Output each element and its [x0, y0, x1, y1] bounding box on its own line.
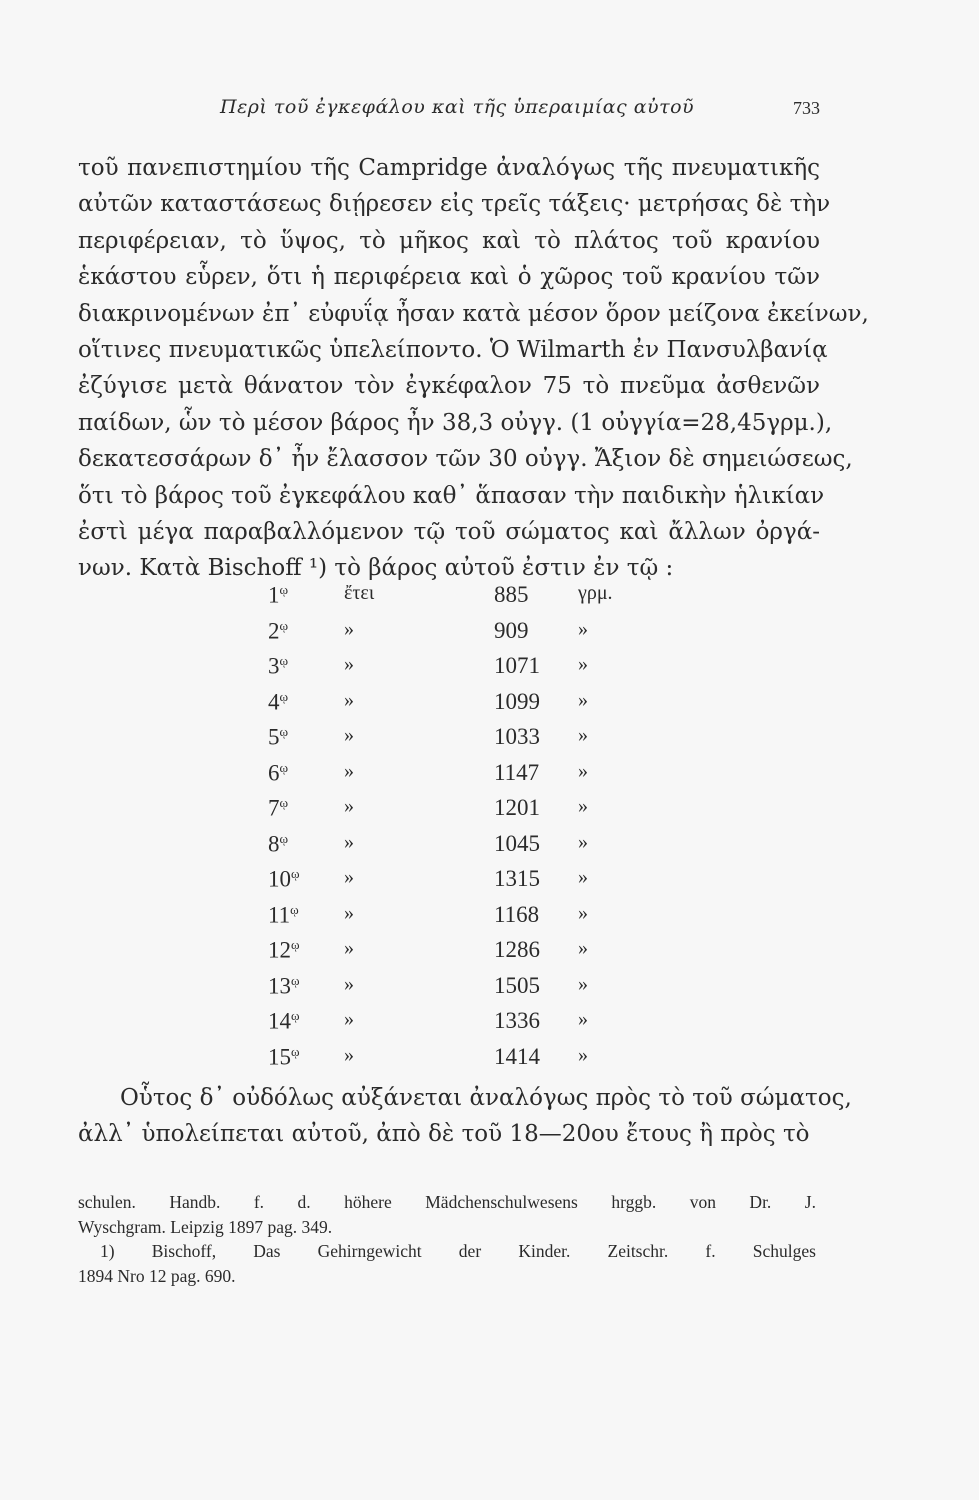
weight-value: 1201: [494, 795, 540, 820]
text-line: νων. Κατὰ Bischoff ¹) τὸ βάρος αὐτοῦ ἐστιν ἐν τῷ :: [78, 555, 674, 582]
text-line: ἐστὶ μέγα παραβαλλόμενον τῷ τοῦ σώματος καὶ ἄλλων ὀργά-: [78, 518, 820, 545]
age-number: 13: [268, 973, 291, 999]
text-line: Οὗτος δ᾽ οὐδόλως αὐξάνεται ἀναλόγως πρὸς τὸ τοῦ σώματος,: [120, 1085, 852, 1111]
weight-value: 1168: [494, 901, 540, 927]
ditto-mark: »: [344, 901, 354, 924]
age-suffix: ῳ: [279, 830, 289, 846]
ditto-mark: »: [344, 972, 354, 995]
weight-unit: »: [578, 1008, 588, 1030]
weight-unit: »: [578, 688, 588, 711]
age-suffix: ῳ: [279, 617, 289, 633]
ditto-mark: »: [344, 653, 354, 675]
age-cell: [268, 866, 328, 893]
age-suffix: ῳ: [291, 866, 300, 881]
table-row: [268, 618, 628, 654]
weight-value: 1099: [494, 688, 540, 714]
ditto-mark: »: [344, 688, 354, 711]
table-row: [268, 689, 628, 725]
age-suffix: ῳ: [291, 1043, 300, 1059]
text-line: ὅτι τὸ βάρος τοῦ ἐγκεφάλου καθ᾽ ἅπασαν τὴν παιδικὴν ἡλικίαν: [78, 482, 825, 509]
age-number: 1: [268, 582, 280, 608]
weight-unit: »: [578, 653, 588, 675]
footnotes: [78, 1190, 816, 1288]
weight-unit: »: [578, 972, 588, 995]
ditto-mark: »: [344, 724, 354, 746]
age-number: 3: [268, 653, 280, 679]
weight-value: 1336: [494, 1008, 540, 1033]
text-line: ἀλλ᾽ ὑπολείπεται αὐτοῦ, ἀπὸ δὲ τοῦ 18—20ου ἔτους ἢ πρὸς τὸ: [78, 1121, 810, 1148]
weight-unit: »: [578, 830, 588, 853]
age-cell: [268, 653, 328, 680]
ditto-mark: ἔτει: [344, 582, 375, 604]
weight-unit: »: [578, 901, 588, 924]
age-suffix: ῳ: [279, 688, 289, 704]
age-number: 11: [268, 902, 291, 928]
weight-unit: »: [578, 937, 588, 959]
weight-value: 1315: [494, 866, 540, 891]
text-line: περιφέρειαν, τὸ ὕψος, τὸ μῆκος καὶ τὸ πλάτος τοῦ κρανίου: [78, 227, 820, 254]
ditto-mark: »: [344, 937, 354, 959]
age-cell: [268, 973, 328, 1000]
table-row: [268, 902, 628, 938]
weight-value: 1033: [494, 724, 540, 749]
age-number: 5: [268, 724, 280, 750]
footnote-line: schulen. Handb. f. d. höhere Mädchenschulwesens hrggb. von Dr. J.: [78, 1192, 816, 1212]
text-line: ἑκάστου εὗρεν, ὅτι ἡ περιφέρεια καὶ ὁ χῶρος τοῦ κρανίου τῶν: [78, 264, 820, 291]
age-cell: [268, 760, 328, 787]
footnote-line: 1894 Nro 12 pag. 690.: [78, 1265, 236, 1286]
page-number: 733: [793, 98, 820, 118]
age-suffix: ῳ: [290, 901, 299, 917]
footnote-line: 1) Bischoff, Das Gehirngewicht der Kinder. Zeitschr. f. Schulges: [100, 1241, 816, 1261]
table-row: [268, 937, 628, 973]
text-line: δεκατεσσάρων δ᾽ ἦν ἔλασσον τῶν 30 οὐγγ. Ἄξιον δὲ σημειώσεως,: [78, 446, 853, 473]
weight-unit: »: [578, 617, 588, 640]
ditto-mark: »: [344, 830, 354, 853]
weight-value: 909: [494, 617, 529, 643]
continuation-paragraph: [78, 1080, 852, 1153]
text-line: διακρινομένων ἐπ᾽ εὐφυΐᾳ ἦσαν κατὰ μέσον ὅρον μείζονα ἐκείνων,: [78, 300, 869, 327]
age-number: 12: [268, 937, 291, 963]
table-row: [268, 653, 628, 689]
weight-value: 1414: [494, 1043, 540, 1069]
age-cell: [268, 831, 328, 858]
age-number: 10: [268, 866, 291, 892]
text-line: τοῦ πανεπιστημίου τῆς Campridge ἀναλόγως τῆς πνευματικῆς: [78, 155, 820, 181]
table-row: [268, 1044, 628, 1080]
ditto-mark: »: [344, 1043, 354, 1066]
text-line: ἐζύγισε μετὰ θάνατον τὸν ἐγκέφαλον 75 τὸ πνεῦμα ἀσθενῶν: [78, 373, 820, 400]
age-number: 14: [268, 1008, 291, 1034]
ditto-mark: »: [344, 866, 354, 888]
age-suffix: ῳ: [291, 972, 300, 988]
table-row: [268, 1008, 628, 1044]
age-cell: [268, 902, 328, 929]
running-header: [78, 96, 820, 126]
age-cell: [268, 689, 328, 716]
brain-weight-table: [268, 582, 628, 1079]
text-line: οἵτινες πνευματικῶς ὑπελείποντο. Ὁ Wilmarth ἐν Πανσυλβανίᾳ: [78, 336, 828, 363]
age-suffix: ῳ: [279, 759, 289, 775]
weight-unit: »: [578, 866, 588, 888]
weight-value: 885: [494, 582, 529, 607]
age-cell: [268, 618, 328, 645]
age-number: 8: [268, 831, 280, 857]
table-row: [268, 760, 628, 796]
text-line: αὐτῶν καταστάσεως διῄρεσεν εἰς τρεῖς τάξεις· μετρήσας δὲ τὴν: [78, 191, 831, 218]
ditto-mark: »: [344, 617, 354, 640]
age-cell: [268, 1008, 328, 1035]
age-suffix: ῳ: [279, 795, 289, 810]
age-cell: [268, 582, 328, 609]
weight-unit: »: [578, 795, 588, 817]
weight-value: 1147: [494, 759, 540, 785]
ditto-mark: »: [344, 795, 354, 817]
table-row: [268, 866, 628, 902]
weight-unit: »: [578, 759, 588, 782]
ditto-mark: »: [344, 759, 354, 782]
weight-unit: »: [578, 724, 588, 746]
weight-value: 1045: [494, 830, 540, 856]
weight-unit: γρμ.: [578, 582, 613, 604]
age-suffix: ῳ: [291, 1008, 300, 1023]
age-cell: [268, 937, 328, 964]
age-suffix: ῳ: [279, 582, 289, 597]
body-paragraph: [78, 150, 869, 587]
age-cell: [268, 724, 328, 751]
age-number: 6: [268, 760, 280, 786]
table-row: [268, 724, 628, 760]
age-cell: [268, 1044, 328, 1071]
age-suffix: ῳ: [291, 937, 300, 952]
weight-value: 1505: [494, 972, 540, 998]
table-row: [268, 795, 628, 831]
age-cell: [268, 795, 328, 822]
table-row: [268, 973, 628, 1009]
age-number: 7: [268, 795, 280, 821]
age-suffix: ῳ: [279, 653, 289, 668]
running-title: Περὶ τοῦ ἐγκεφάλου καὶ τῆς ὑπεραιμίας αὐτοῦ: [220, 96, 695, 118]
table-row: [268, 831, 628, 867]
weight-value: 1286: [494, 937, 540, 962]
ditto-mark: »: [344, 1008, 354, 1030]
text-line: παίδων, ὧν τὸ μέσον βάρος ἦν 38,3 οὐγγ. (1 οὐγγία=28,45γρμ.),: [78, 409, 833, 436]
footnote-line: Wyschgram. Leipzig 1897 pag. 349.: [78, 1216, 333, 1237]
weight-value: 1071: [494, 653, 540, 678]
age-suffix: ῳ: [279, 724, 289, 739]
age-number: 4: [268, 689, 280, 715]
age-number: 2: [268, 618, 280, 644]
age-number: 15: [268, 1044, 291, 1070]
weight-unit: »: [578, 1043, 588, 1066]
table-row: [268, 582, 628, 618]
